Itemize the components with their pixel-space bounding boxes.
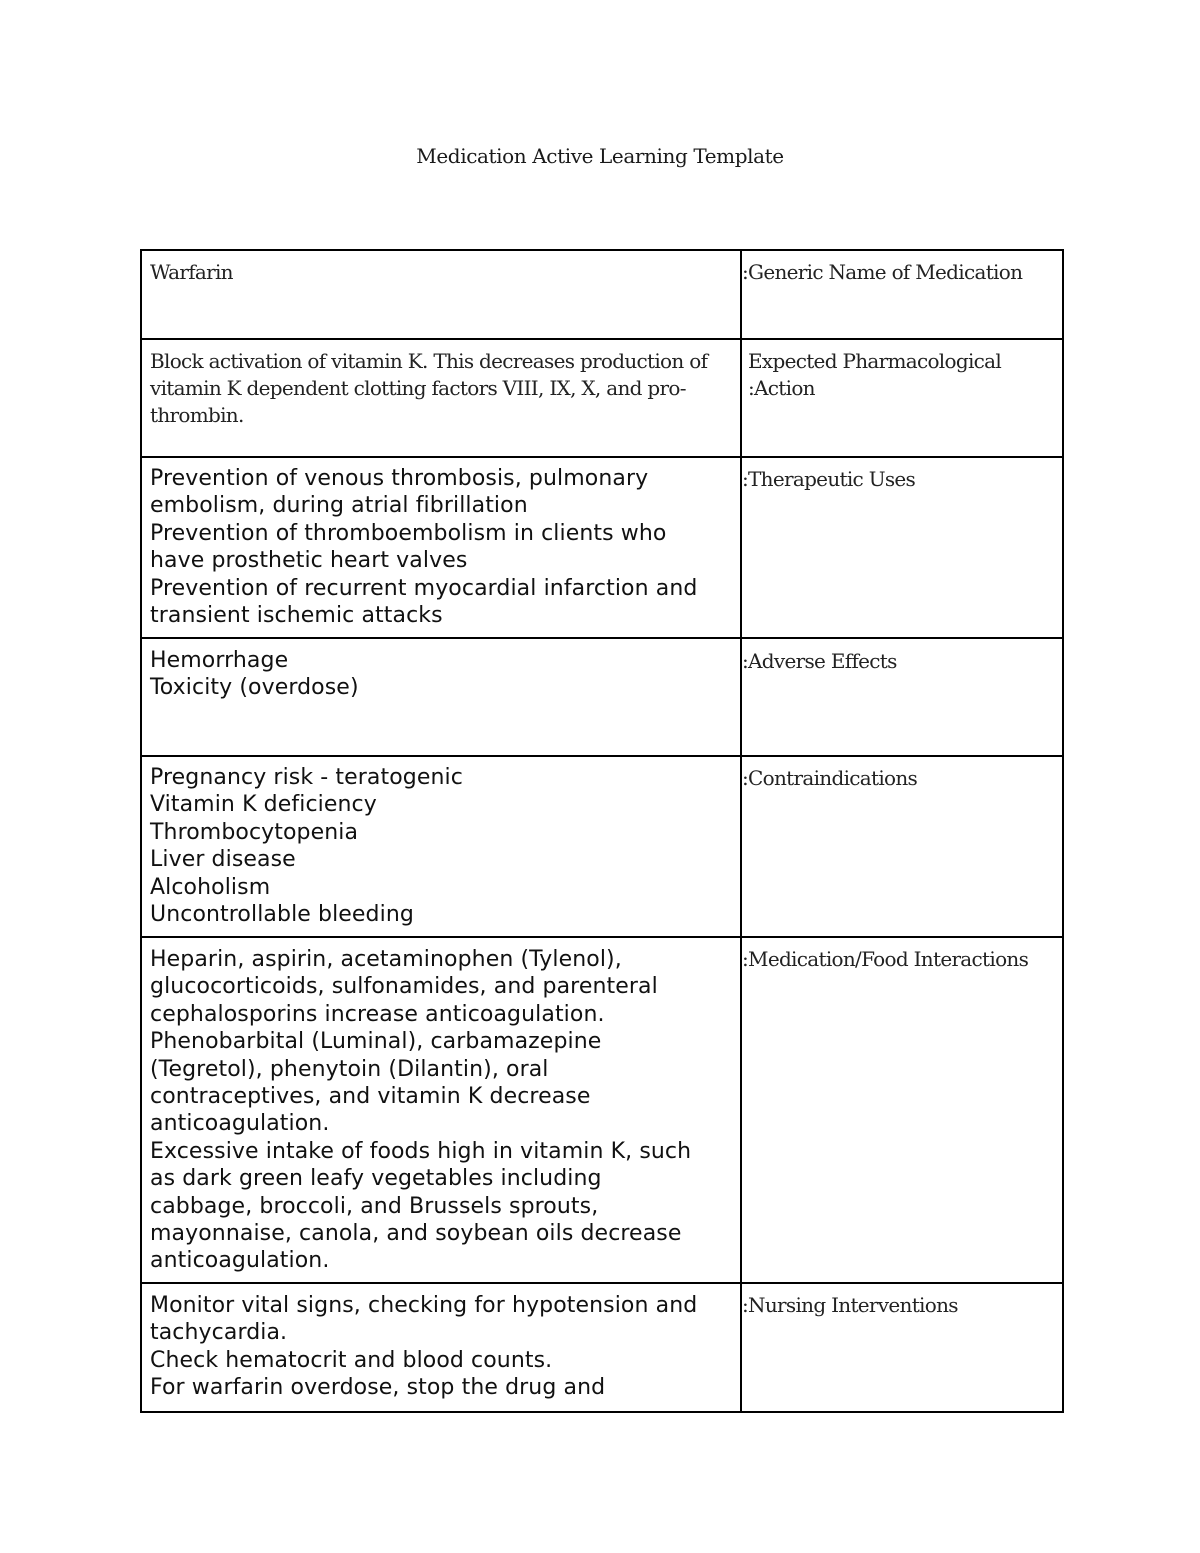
therapeutic-use-line: Prevention of thromboembolism in clients who	[150, 520, 667, 546]
therapeutic-use-line: have prosthetic heart valves	[150, 548, 468, 574]
interaction-line: Excessive intake of foods high in vitamin K, such	[150, 1138, 692, 1164]
pharmacological-action-label-line: Expected Pharmacological	[748, 349, 1002, 373]
label-cell-interactions	[741, 937, 1063, 1283]
contraindication-line: Pregnancy risk - teratogenic	[150, 765, 463, 790]
action-text-line: Block activation of vitamin K. This decreases production of	[150, 349, 708, 373]
contraindication-line: Alcoholism	[150, 874, 271, 900]
interaction-line: anticoagulation.	[150, 1111, 330, 1137]
contraindication-line: Uncontrollable bleeding	[150, 902, 414, 928]
table-row-interactions	[141, 937, 1063, 1283]
action-text-line: vitamin K dependent clotting factors VIII, IX, X, and pro-	[150, 376, 686, 400]
answer-cell-adverse-effects	[141, 638, 741, 756]
answer-cell-pharmacological-action	[141, 339, 741, 457]
answer-cell-contraindications	[141, 756, 741, 937]
table-row-generic-name	[141, 250, 1063, 339]
therapeutic-use-line: embolism, during atrial fibrillation	[150, 493, 528, 519]
label-cell-generic-name	[741, 250, 1063, 339]
adverse-effect-line: Toxicity (overdose)	[150, 675, 359, 701]
adverse-effect-line: Hemorrhage	[150, 648, 289, 673]
answer-cell-generic-name	[141, 250, 741, 339]
interaction-line: Phenobarbital (Luminal), carbamazepine	[150, 1029, 602, 1055]
adverse-effects-label: :Adverse Effects	[742, 649, 897, 673]
interaction-line: contraceptives, and vitamin K decrease	[150, 1084, 591, 1110]
table-row-nursing-interventions	[141, 1283, 1063, 1412]
answer-cell-therapeutic-uses	[141, 457, 741, 638]
therapeutic-use-line: transient ischemic attacks	[150, 603, 443, 629]
table-row-contraindications	[141, 756, 1063, 937]
interaction-line: Heparin, aspirin, acetaminophen (Tylenol),	[150, 947, 622, 972]
interaction-line: cabbage, broccoli, and Brussels sprouts,	[150, 1193, 599, 1219]
therapeutic-use-line: Prevention of recurrent myocardial infarction and	[150, 575, 698, 601]
contraindication-line: Vitamin K deficiency	[150, 792, 377, 818]
pharmacological-action-label-line: :Action	[748, 376, 815, 400]
table-row-therapeutic-uses	[141, 457, 1063, 638]
contraindication-line: Liver disease	[150, 847, 296, 873]
table-row-pharmacological-action	[141, 339, 1063, 457]
page-title: Medication Active Learning Template	[416, 144, 784, 168]
answer-cell-nursing-interventions	[141, 1283, 741, 1412]
interaction-line: mayonnaise, canola, and soybean oils decrease	[150, 1221, 682, 1247]
interaction-line: cephalosporins increase anticoagulation.	[150, 1001, 605, 1027]
generic-name-value: Warfarin	[150, 260, 233, 284]
interaction-line: anticoagulation.	[150, 1248, 330, 1274]
label-cell-therapeutic-uses	[741, 457, 1063, 638]
nursing-intervention-line: For warfarin overdose, stop the drug and	[150, 1375, 606, 1401]
therapeutic-uses-label: :Therapeutic Uses	[742, 467, 916, 491]
interaction-line: (Tegretol), phenytoin (Dilantin), oral	[150, 1056, 549, 1082]
contraindication-line: Thrombocytopenia	[150, 819, 359, 845]
generic-name-label: :Generic Name of Medication	[742, 260, 1023, 284]
nursing-intervention-line: tachycardia.	[150, 1320, 288, 1346]
nursing-intervention-line: Monitor vital signs, checking for hypotension and	[150, 1293, 698, 1318]
interaction-line: glucocorticoids, sulfonamides, and parenteral	[150, 974, 658, 1000]
interaction-line: as dark green leafy vegetables including	[150, 1166, 602, 1192]
action-text-line: thrombin.	[150, 403, 244, 427]
nursing-intervention-line: Check hematocrit and blood counts.	[150, 1347, 553, 1373]
nursing-interventions-label: :Nursing Interventions	[742, 1293, 958, 1317]
table-row-adverse-effects	[141, 638, 1063, 756]
interactions-label: :Medication/Food Interactions	[742, 947, 1029, 971]
contraindications-label: :Contraindications	[742, 766, 918, 790]
label-cell-contraindications	[741, 756, 1063, 937]
label-cell-pharmacological-action	[741, 339, 1063, 457]
therapeutic-use-line: Prevention of venous thrombosis, pulmonary	[150, 466, 649, 491]
medication-template-table	[140, 249, 1064, 1413]
label-cell-adverse-effects	[741, 638, 1063, 756]
answer-cell-interactions	[141, 937, 741, 1283]
label-cell-nursing-interventions	[741, 1283, 1063, 1412]
